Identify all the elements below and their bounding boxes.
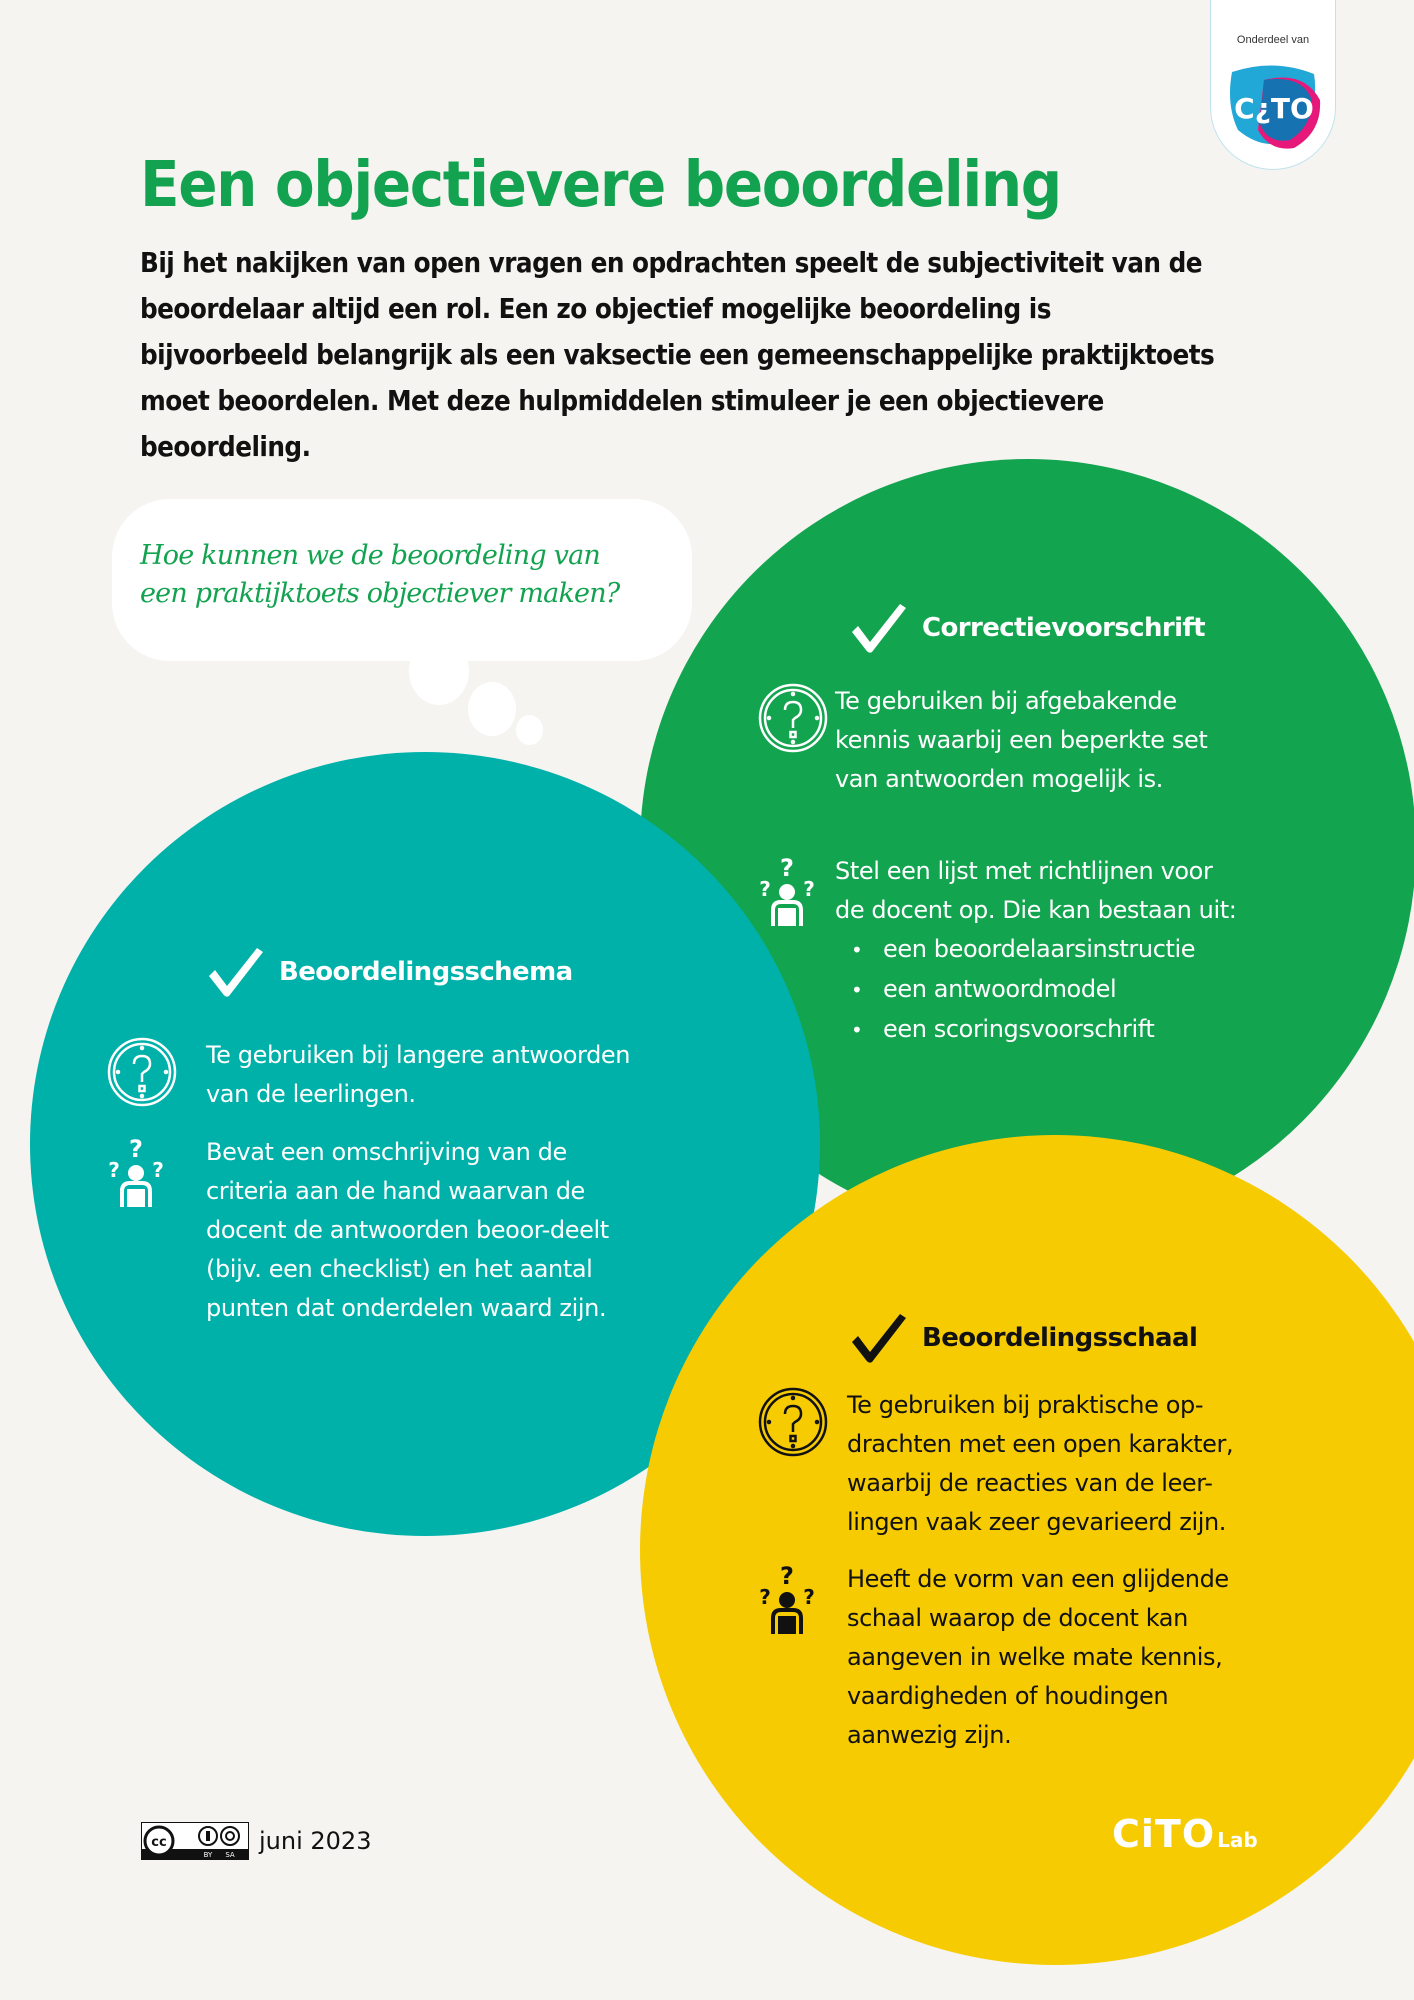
text-line: Bevat een omschrijving van de (206, 1138, 567, 1166)
clock-question-icon (757, 682, 829, 754)
use-case-item (757, 1386, 1233, 1542)
svg-text:BY: BY (203, 1851, 213, 1859)
svg-text:?: ? (780, 1562, 794, 1590)
page-title: Een objectievere beoordeling (140, 148, 1061, 221)
svg-text:cc: cc (151, 1835, 167, 1850)
footer (141, 1822, 371, 1860)
text-line: van de leerlingen. (206, 1080, 416, 1108)
text-line: Te gebruiken bij praktische op- (847, 1391, 1204, 1419)
intro-paragraph (140, 240, 1220, 470)
text-line: vaardigheden of houdingen (847, 1682, 1169, 1710)
text-line: Stel een lijst met richtlijnen voor (835, 857, 1213, 885)
section-correctievoorschrift (848, 602, 1205, 654)
badge-label: Onderdeel van (1236, 34, 1310, 46)
text-line: aangeven in welke mate kennis, (847, 1643, 1223, 1671)
svg-text:?: ? (803, 1585, 815, 1609)
checkmark-icon (205, 946, 265, 998)
text-line: de docent op. Die kan bestaan uit: (835, 896, 1237, 924)
intro-line: bijvoorbeeld belangrijk als een vaksectie een gemeenschappelijke praktijktoets (140, 339, 1215, 371)
bubble-dot (409, 637, 469, 705)
text-line: (bijv. een checklist) en het aantal (206, 1255, 593, 1283)
brand-sub: Lab (1217, 1828, 1258, 1852)
text-line: van antwoorden mogelijk is. (835, 765, 1163, 793)
bullet-item: • een antwoordmodel (851, 970, 1236, 1010)
checkmark-icon (848, 1312, 908, 1364)
text-line: punten dat onderdelen waard zijn. (206, 1294, 607, 1322)
svg-text:?: ? (759, 1585, 771, 1609)
person-questions-icon (106, 1133, 166, 1213)
content-item (757, 852, 1236, 1050)
text-line: lingen vaak zeer gevarieerd zijn. (847, 1508, 1227, 1536)
person-questions-icon (757, 1560, 817, 1640)
intro-line: Bij het nakijken van open vragen en opdrachten speelt de subjectiviteit van de (140, 247, 1202, 279)
svg-text:?: ? (129, 1135, 143, 1163)
text-line: aanwezig zijn. (847, 1721, 1012, 1749)
section-title: Correctievoorschrift (922, 613, 1205, 643)
question-line: Hoe kunnen we de beoordeling van (140, 540, 600, 571)
clock-question-icon (757, 1386, 829, 1458)
checkmark-icon (848, 602, 908, 654)
cc-by-sa-license-badge (141, 1822, 249, 1860)
brand-main: CiTO (1112, 1812, 1216, 1856)
content-item (106, 1133, 609, 1328)
question-line: een praktijktoets objectiever maken? (140, 578, 620, 609)
text-line: docent de antwoorden beoor-deelt (206, 1216, 609, 1244)
intro-line: beoordeling. (140, 431, 311, 463)
use-case-item (106, 1036, 630, 1114)
person-questions-icon (757, 852, 817, 932)
svg-text:?: ? (803, 877, 815, 901)
bubble-dot (516, 715, 543, 745)
bullet-item: • een scoringsvoorschrift (851, 1010, 1236, 1050)
text-line: criteria aan de hand waarvan de (206, 1177, 585, 1205)
bullet-item: • een beoordelaarsinstructie (851, 930, 1236, 970)
section-beoordelingsschaal (848, 1312, 1197, 1364)
cito-logo-icon (1224, 60, 1324, 150)
intro-line: beoordelaar altijd een rol. Een zo objectief mogelijke beoordeling is (140, 293, 1051, 325)
cito-lab-logo (1112, 1812, 1258, 1856)
section-beoordelingsschema (205, 946, 573, 998)
svg-text:C¿TO: C¿TO (1234, 92, 1314, 125)
text-line: schaal waarop de docent kan (847, 1604, 1188, 1632)
svg-text:?: ? (108, 1158, 120, 1182)
cito-badge (1210, 0, 1336, 170)
svg-text:?: ? (759, 877, 771, 901)
text-line: Te gebruiken bij langere antwoorden (206, 1041, 631, 1069)
publication-date: juni 2023 (259, 1827, 372, 1855)
creative-commons-icon (142, 1823, 248, 1859)
svg-text:SA: SA (225, 1851, 235, 1859)
text-line: waarbij de reacties van de leer- (847, 1469, 1213, 1497)
section-title: Beoordelingsschaal (922, 1323, 1198, 1353)
text-line: kennis waarbij een beperkte set (835, 726, 1208, 754)
text-line: Heeft de vorm van een glijdende (847, 1565, 1229, 1593)
use-case-item (757, 682, 1207, 799)
text-line: Te gebruiken bij afgebakende (835, 687, 1177, 715)
clock-question-icon (106, 1036, 178, 1108)
svg-text:?: ? (780, 854, 794, 882)
question-bubble (112, 499, 692, 661)
section-title: Beoordelingsschema (279, 957, 573, 987)
content-item (757, 1560, 1229, 1755)
intro-line: moet beoordelen. Met deze hulpmiddelen stimuleer je een objectievere (140, 385, 1104, 417)
svg-text:?: ? (152, 1158, 164, 1182)
bullet-list (851, 930, 1236, 1050)
bubble-dot (468, 682, 516, 736)
text-line: drachten met een open karakter, (847, 1430, 1234, 1458)
